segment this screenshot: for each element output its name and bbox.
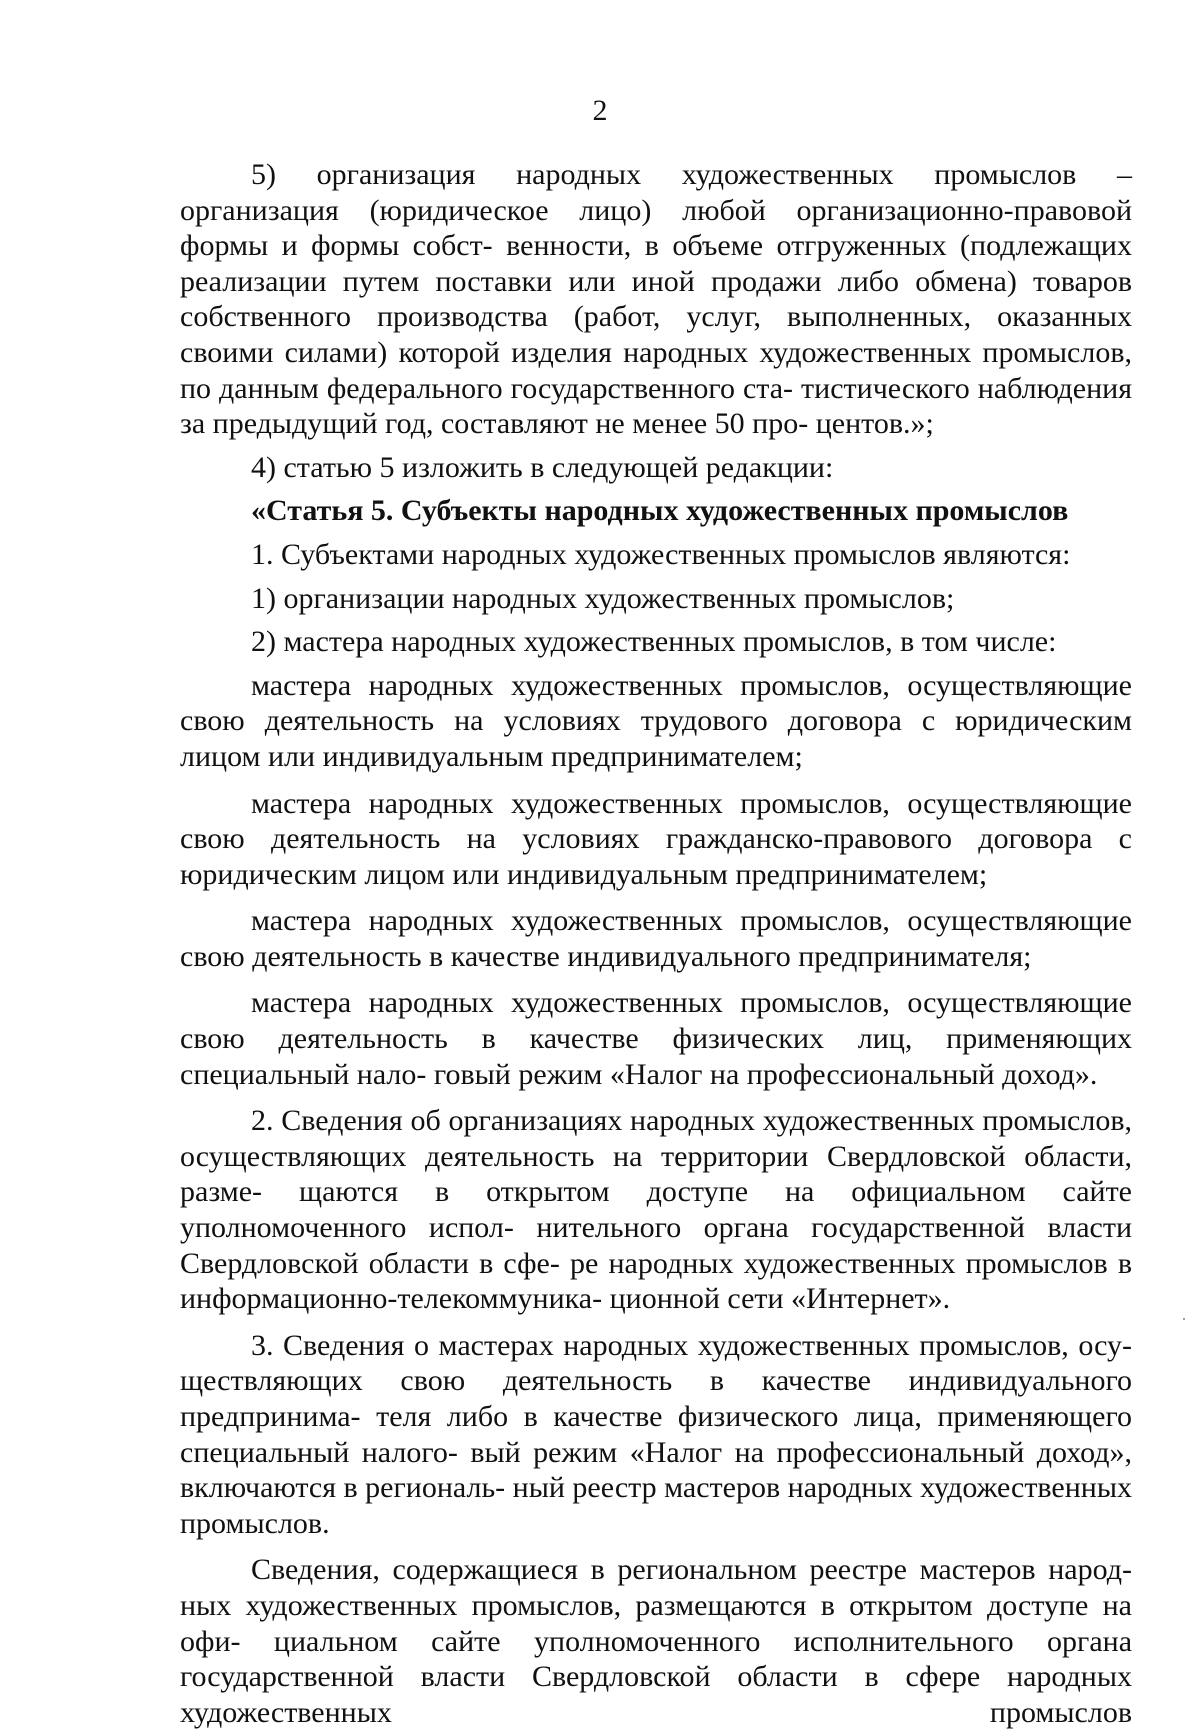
paragraph-masters-entrepreneur: мастера народных художественных промыслов, осуществляющие свою деятельность в качестве индивидуального предпринимателя; bbox=[180, 904, 1132, 973]
paragraph-item-5-definition: 5) организация народных художественных промыслов – организация (юридическое лицо) любой организационно-правовой формы и формы собст- венности, в объеме отгруженных (подлежащих реализации путем поставки или иной продажи либо обмена) товаров собственного производства (работ, услуг, выполненных, оказанных своими силами) которой изделия народных художественных промыслов, по данным федерального государственного ста- тистического наблюдения за предыдущий год, составляют не менее 50 про- центов.»; bbox=[180, 158, 1133, 441]
paragraph-registry-info: Сведения, содержащиеся в региональном реестре мастеров народ- ных художественных промыслов, размещаются в открытом доступе на офи- циальном сайте уполномоченного исполнительного органа государственной власти Свердловской области в сфере народных художественных промыслов bbox=[180, 1553, 1133, 1729]
page-number: 2 bbox=[592, 94, 608, 127]
paragraph-clause-2: 2. Сведения об организациях народных художественных промыслов, осуществляющих деятельность на территории Свердловской области, разме- щаются в открытом доступе на официальном сайте уполномоченного испол- нительного органа государственной власти Свердловской области в сфе- ре народных художественных промыслов в информационно-телекоммуника- ционной сети «Интернет». bbox=[180, 1104, 1133, 1316]
paragraph-clause-1: 1. Субъектами народных художественных промыслов являются: bbox=[251, 537, 1071, 571]
document-body bbox=[180, 157, 1132, 1730]
paragraph-subclause-1: 1) организации народных художественных промыслов; bbox=[251, 581, 955, 615]
article-heading: «Статья 5. Субъекты народных художественных промыслов bbox=[251, 494, 1069, 528]
paragraph-masters-civil-contract: мастера народных художественных промыслов, осуществляющие свою деятельность на условиях гражданско-правового договора с юридическим лицом или индивидуальным предпринимателем; bbox=[180, 786, 1133, 891]
scan-speck bbox=[1183, 1318, 1185, 1320]
paragraph-masters-self-employed: мастера народных художественных промыслов, осуществляющие свою деятельность в качестве физических лиц, применяющих специальный нало- говый режим «Налог на профессиональный доход». bbox=[180, 986, 1132, 1091]
paragraph-masters-labor-contract: мастера народных художественных промыслов, осуществляющие свою деятельность на условиях трудового договора с юридическим лицом или индивидуальным предпринимателем; bbox=[180, 668, 1133, 773]
paragraph-subclause-2: 2) мастера народных художественных промыслов, в том числе: bbox=[251, 625, 1057, 659]
paragraph-clause-3: 3. Сведения о мастерах народных художественных промыслов, осу- ществляющих свою деятельность в качестве индивидуального предпринима- теля либо в качестве физического лица, применяющего специальный налого- вый режим «Налог на профессиональный доход», включаются в региональ- ный реестр мастеров народных художественных промыслов. bbox=[180, 1328, 1133, 1540]
paragraph-amendment-instruction: 4) статью 5 изложить в следующей редакции: bbox=[251, 450, 834, 484]
